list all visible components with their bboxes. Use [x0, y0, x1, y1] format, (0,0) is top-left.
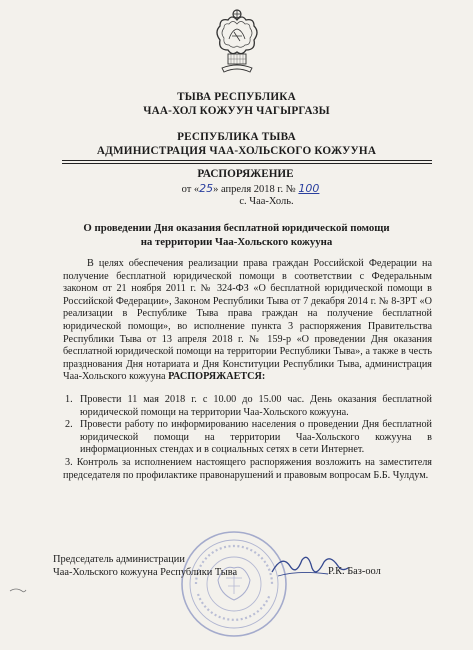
header-tuvan-line-2: ЧАА-ХОЛ КОЖУУН ЧАГЫРГАЗЫ — [143, 105, 330, 117]
list-item — [63, 457, 432, 482]
list-item-text: Провести работу по информированию населения о проведении Дня бесплатной юридической помощи на территории Чаа-Хольского кожууна в информационных стендах и в социальных сетях в сети Интернет. — [80, 419, 432, 456]
document-date-line — [0, 182, 473, 195]
header-russian-line-1: РЕСПУБЛИКА ТЫВА — [177, 131, 296, 143]
list-item-number: 2. — [65, 419, 73, 431]
margin-pencil-mark — [8, 585, 28, 595]
list-item-text: Провести 11 мая 2018 г. с 10.00 до 15.00 час. День оказания бесплатной юридической помощи на территории Чаа-Хольского кожууна. — [80, 394, 432, 418]
date-prefix: от « — [181, 184, 200, 195]
body-text: В целях обеспечения реализации права граждан Российской Федерации на получение бесплатной юридической помощи в соответствии с Федеральным законом от 21 ноября 2011 г. № 324-ФЗ «О бесплатной юридической помощи в Российской Федерации», Законом Республики Тыва от 7 декабря 2014 г. № 8-ЗРТ «О реализации в Республике Тыва права граждан на получение бесплатной юридической помощи», во исполнение пункта 3 распоряжения Правительства Республики Тыва от 13 апреля 2018 г. № 159-р «О проведении Дня оказания бесплатной юридической помощи на территории Республики Тыва», а также в честь празднования Дня нотариата и Дня Конституции Республики Тыва, администрация Чаа-Хольского кожууна — [63, 258, 432, 383]
date-day-handwritten: 25 — [199, 182, 214, 195]
list-item — [63, 419, 432, 457]
coat-of-arms-emblem — [214, 8, 260, 78]
signatory-title-line-2: Чаа-Хольского кожууна Республики Тыва — [53, 567, 238, 578]
list-item-number: 1. — [65, 394, 73, 405]
header-russian-line-2: АДМИНИСТРАЦИЯ ЧАА-ХОЛЬСКОГО КОЖУУНА — [96, 145, 377, 157]
order-items-list — [63, 394, 432, 482]
body-paragraph — [63, 258, 432, 384]
signatory-title-line-1: Председатель администрации — [53, 554, 185, 565]
document-type-title: РАСПОРЯЖЕНИЕ — [197, 168, 294, 180]
document-number-handwritten: 100 — [298, 182, 320, 195]
document-place: с. Чаа-Холь. — [239, 196, 294, 207]
header-tuvan-line-1: ТЫВА РЕСПУБЛИКА — [177, 91, 296, 103]
official-seal-stamp — [178, 528, 290, 640]
list-item-text: Контроль за исполнением настоящего распоряжения возложить на заместителя председателя по профилактике правонарушений и правовым вопросам Б.Б. Чулдум. — [63, 456, 432, 481]
header-divider-thin — [62, 163, 432, 164]
date-suffix: » апреля 2018 г. № — [213, 184, 296, 195]
subject-line-2: на территории Чаа-Хольского кожууна — [140, 236, 333, 248]
list-item — [63, 394, 432, 419]
list-item-number: 3. — [65, 456, 73, 468]
signatory-name: Р.К. Баз-оол — [328, 566, 381, 577]
subject-line-1: О проведении Дня оказания бесплатной юридической помощи — [83, 222, 390, 234]
header-divider-thick — [62, 160, 432, 161]
body-emphasis: РАСПОРЯЖАЕТСЯ: — [168, 371, 266, 383]
